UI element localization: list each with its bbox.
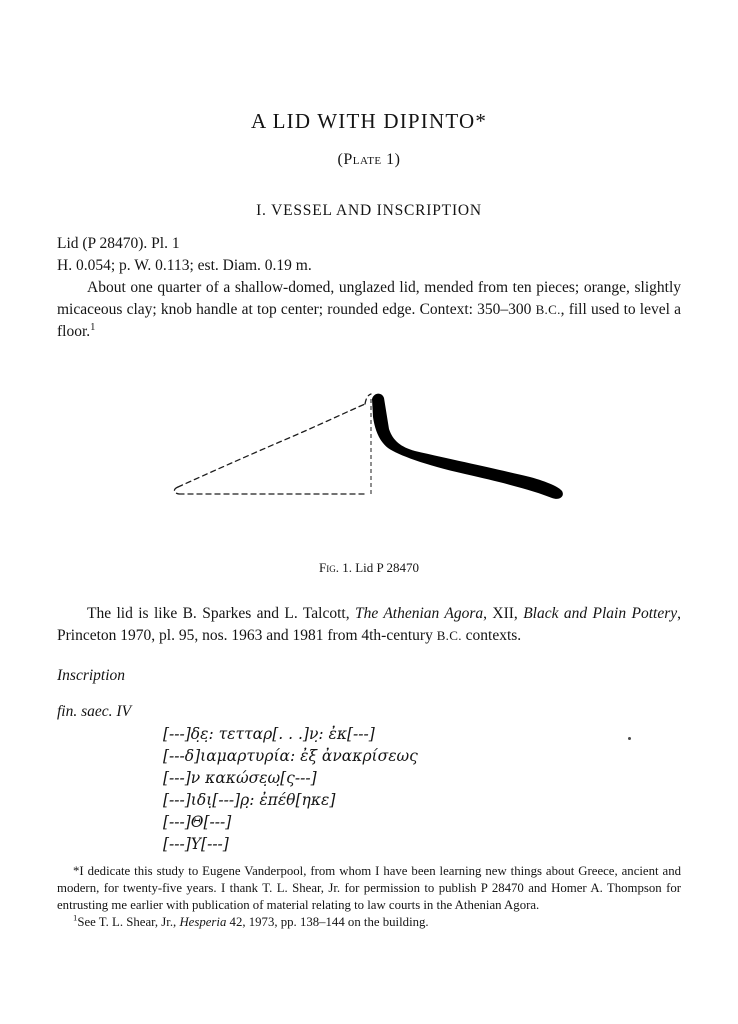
knob-left-dashed [365, 394, 371, 404]
description-text: About one quarter of a shallow-domed, unglazed lid, mended from ten pieces; orange, slightly micaceous clay; knob handle at top center; rounded edge. Context: 350–300 [57, 279, 681, 318]
catalog-line-dimensions: H. 0.054; p. W. 0.113; est. Diam. 0.19 m. [57, 257, 312, 274]
section-heading: I. VESSEL AND INSCRIPTION [256, 202, 482, 219]
plate-reference: (Plate 1) [337, 151, 401, 168]
comparison-paragraph [57, 603, 681, 647]
bc-abbreviation: B.C. [436, 628, 462, 643]
lid-profile-figure [169, 391, 569, 511]
footnote-marker: 1 [73, 912, 78, 923]
catalog-line-lot: Lid (P 28470). Pl. 1 [57, 235, 180, 252]
figure-caption-text: 1. Lid P 28470 [338, 560, 420, 575]
inscription-line-5: [---]Θ[---] [163, 813, 232, 831]
footnote-reference-1: 1 [90, 321, 96, 333]
comparison-text: The lid is like B. Sparkes and L. Talcott, [87, 605, 355, 622]
footnote-text: *I dedicate this study to Eugene Vanderpool, from whom I have been learning new things about Greece, ancient and modern, for twenty-five years. I thank T. L. Shear, Jr. for permission to publish P 28470 and Homer A. Thompson for entrusting me earlier with publication of material relating to law courts in the Athenian Agora. [57, 864, 681, 912]
inscription-line-2: [---δ]ιαμαρτυρία: ἐξ ἀνακρίσεως [163, 747, 418, 765]
footnote-1 [57, 914, 681, 931]
greek-inscription [163, 723, 681, 855]
description-paragraph [57, 277, 681, 343]
inscription-date: fin. saec. IV [57, 703, 132, 720]
journal-title-hesperia: Hesperia [179, 915, 227, 929]
lid-left-edge-dashed [174, 487, 179, 494]
page-title: A LID WITH DIPINTO* [250, 109, 488, 133]
lid-top-dashed-curve [178, 404, 365, 487]
catalog-entry [57, 233, 681, 277]
inscription-line-1: [---]δ̣ε̣: τετταρ[. . .]ν̣: ἐκ[---] [163, 725, 375, 743]
footnote-text: See T. L. Shear, Jr., [77, 915, 180, 929]
comparison-text: contexts. [461, 627, 522, 644]
figure-caption [57, 559, 681, 577]
book-title-athenian-agora: The Athenian Agora [354, 605, 484, 622]
description-text: , fill used to level a floor. [57, 301, 681, 340]
footnote-text: 42, 1973, pp. 138–144 on the building. [226, 915, 429, 929]
lid-section-fill [372, 394, 563, 499]
lid-profile-drawing [169, 391, 569, 506]
book-title-black-and-plain-pottery: Black and Plain Pottery [523, 605, 678, 622]
inscription-line-4: [---]ιδι̣[---]ρ̣: ἐπέθ[ηκε] [163, 791, 336, 809]
inscription-heading: Inscription [57, 667, 126, 684]
inscription-line-3: [---]ν κακώσε̣ω̣[ς---] [163, 769, 317, 787]
stray-mark [628, 737, 631, 740]
bc-abbreviation: B.C. [535, 302, 561, 317]
footnotes [57, 863, 681, 931]
inscription-line-6: [---]Υ[---] [163, 835, 229, 853]
comparison-text: , Princeton 1970, pl. 95, nos. 1963 and 1981 from 4th-century [57, 605, 681, 644]
comparison-text: , XII, [483, 605, 524, 622]
footnote-dedication [57, 863, 681, 914]
figure-caption-label: Fig. [318, 560, 339, 575]
